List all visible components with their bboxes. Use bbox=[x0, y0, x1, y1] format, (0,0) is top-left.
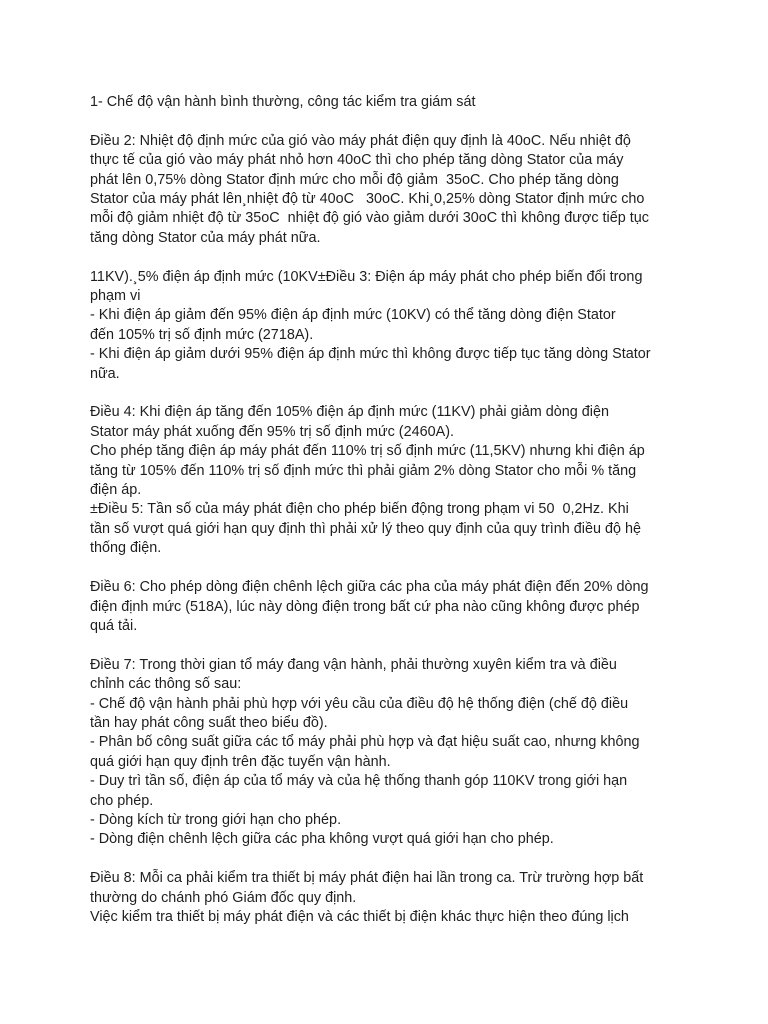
text-line: chỉnh các thông số sau: bbox=[90, 676, 242, 693]
text-line: quá giới hạn quy định trên đặc tuyến vận hành. bbox=[90, 753, 391, 770]
text-line: phạm vi bbox=[90, 288, 141, 305]
text-line: thống điện. bbox=[90, 540, 162, 557]
text-line: Điều 8: Mỗi ca phải kiểm tra thiết bị máy phát điện hai lần trong ca. Trừ trường hợp bất bbox=[90, 870, 644, 887]
text-line: Stator của máy phát lên¸nhiệt độ từ 40oC 30oC. Khi¸0,25% dòng Stator định mức cho bbox=[90, 191, 645, 208]
text-line: Việc kiểm tra thiết bị máy phát điện và các thiết bị điện khác thực hiện theo đúng lịch bbox=[90, 908, 629, 925]
text-line: tần hay phát công suất theo biểu đồ). bbox=[90, 714, 328, 731]
paragraph bbox=[90, 93, 690, 112]
text-line: Điều 2: Nhiệt độ định mức của gió vào máy phát điện quy định là 40oC. Nếu nhiệt độ bbox=[90, 132, 631, 149]
text-line: 11KV).¸5% điện áp định mức (10KV±Điều 3: Điện áp máy phát cho phép biến đổi trong bbox=[90, 268, 643, 285]
paragraph bbox=[90, 268, 690, 384]
text-line: thực tế của gió vào máy phát nhỏ hơn 40oC thì cho phép tăng dòng Stator của máy bbox=[90, 152, 624, 169]
text-line: - Dòng kích từ trong giới hạn cho phép. bbox=[90, 811, 342, 828]
text-line: - Dòng điện chênh lệch giữa các pha không vượt quá giới hạn cho phép. bbox=[90, 831, 554, 848]
text-line: mỗi độ giảm nhiệt độ từ 35oC nhiệt độ gió vào giảm dưới 30oC thì không được tiếp tục bbox=[90, 210, 649, 227]
text-line: cho phép. bbox=[90, 792, 154, 809]
text-line: nữa. bbox=[90, 365, 120, 382]
text-line: phát lên 0,75% dòng Stator định mức cho mỗi độ giảm 35oC. Cho phép tăng dòng bbox=[90, 171, 619, 188]
text-line: thường do chánh phó Giám đốc quy định. bbox=[90, 889, 357, 906]
text-line: - Khi điện áp giảm dưới 95% điện áp định mức thì không được tiếp tục tăng dòng Stator bbox=[90, 346, 651, 363]
text-line: - Khi điện áp giảm đến 95% điện áp định mức (10KV) có thể tăng dòng điện Stator bbox=[90, 307, 616, 324]
text-line: - Chế độ vận hành phải phù hợp với yêu cầu của điều độ hệ thống điện (chế độ điều bbox=[90, 695, 629, 712]
text-line: đến 105% trị số định mức (2718A). bbox=[90, 326, 314, 343]
text-line: điện định mức (518A), lúc này dòng điện trong bất cứ pha nào cũng không được phép bbox=[90, 598, 640, 615]
text-line: 1- Chế độ vận hành bình thường, công tác kiểm tra giám sát bbox=[90, 94, 476, 110]
text-line: quá tải. bbox=[90, 617, 138, 634]
document-body bbox=[90, 93, 690, 947]
text-line: tần số vượt quá giới hạn quy định thì phải xử lý theo quy định của quy trình điều độ hệ bbox=[90, 520, 641, 537]
text-line: Điều 6: Cho phép dòng điện chênh lệch giữa các pha của máy phát điện đến 20% dòng bbox=[90, 579, 649, 596]
text-line: tăng dòng Stator của máy phát nữa. bbox=[90, 229, 321, 246]
paragraph bbox=[90, 132, 690, 248]
text-line: Stator máy phát xuống đến 95% trị số định mức (2460A). bbox=[90, 423, 454, 440]
text-line: điện áp. bbox=[90, 482, 142, 499]
text-line: - Duy trì tần số, điện áp của tổ máy và của hệ thống thanh góp 110KV trong giới hạn bbox=[90, 773, 628, 790]
paragraph bbox=[90, 656, 690, 850]
paragraph bbox=[90, 403, 690, 558]
text-line: - Phân bố công suất giữa các tổ máy phải phù hợp và đạt hiệu suất cao, nhưng không bbox=[90, 734, 640, 751]
text-line: tăng từ 105% đến 110% trị số định mức thì phải giảm 2% dòng Stator cho mỗi % tăng bbox=[90, 462, 637, 479]
text-line: ±Điều 5: Tần số của máy phát điện cho phép biến động trong phạm vi 50 0,2Hz. Khi bbox=[90, 501, 629, 518]
text-line: Điều 7: Trong thời gian tổ máy đang vận hành, phải thường xuyên kiểm tra và điều bbox=[90, 656, 617, 673]
paragraph bbox=[90, 578, 690, 636]
text-line: Điều 4: Khi điện áp tăng đến 105% điện áp định mức (11KV) phải giảm dòng điện bbox=[90, 404, 609, 421]
paragraph bbox=[90, 869, 690, 927]
text-line: Cho phép tăng điện áp máy phát đến 110% trị số định mức (11,5KV) nhưng khi điện áp bbox=[90, 443, 645, 460]
